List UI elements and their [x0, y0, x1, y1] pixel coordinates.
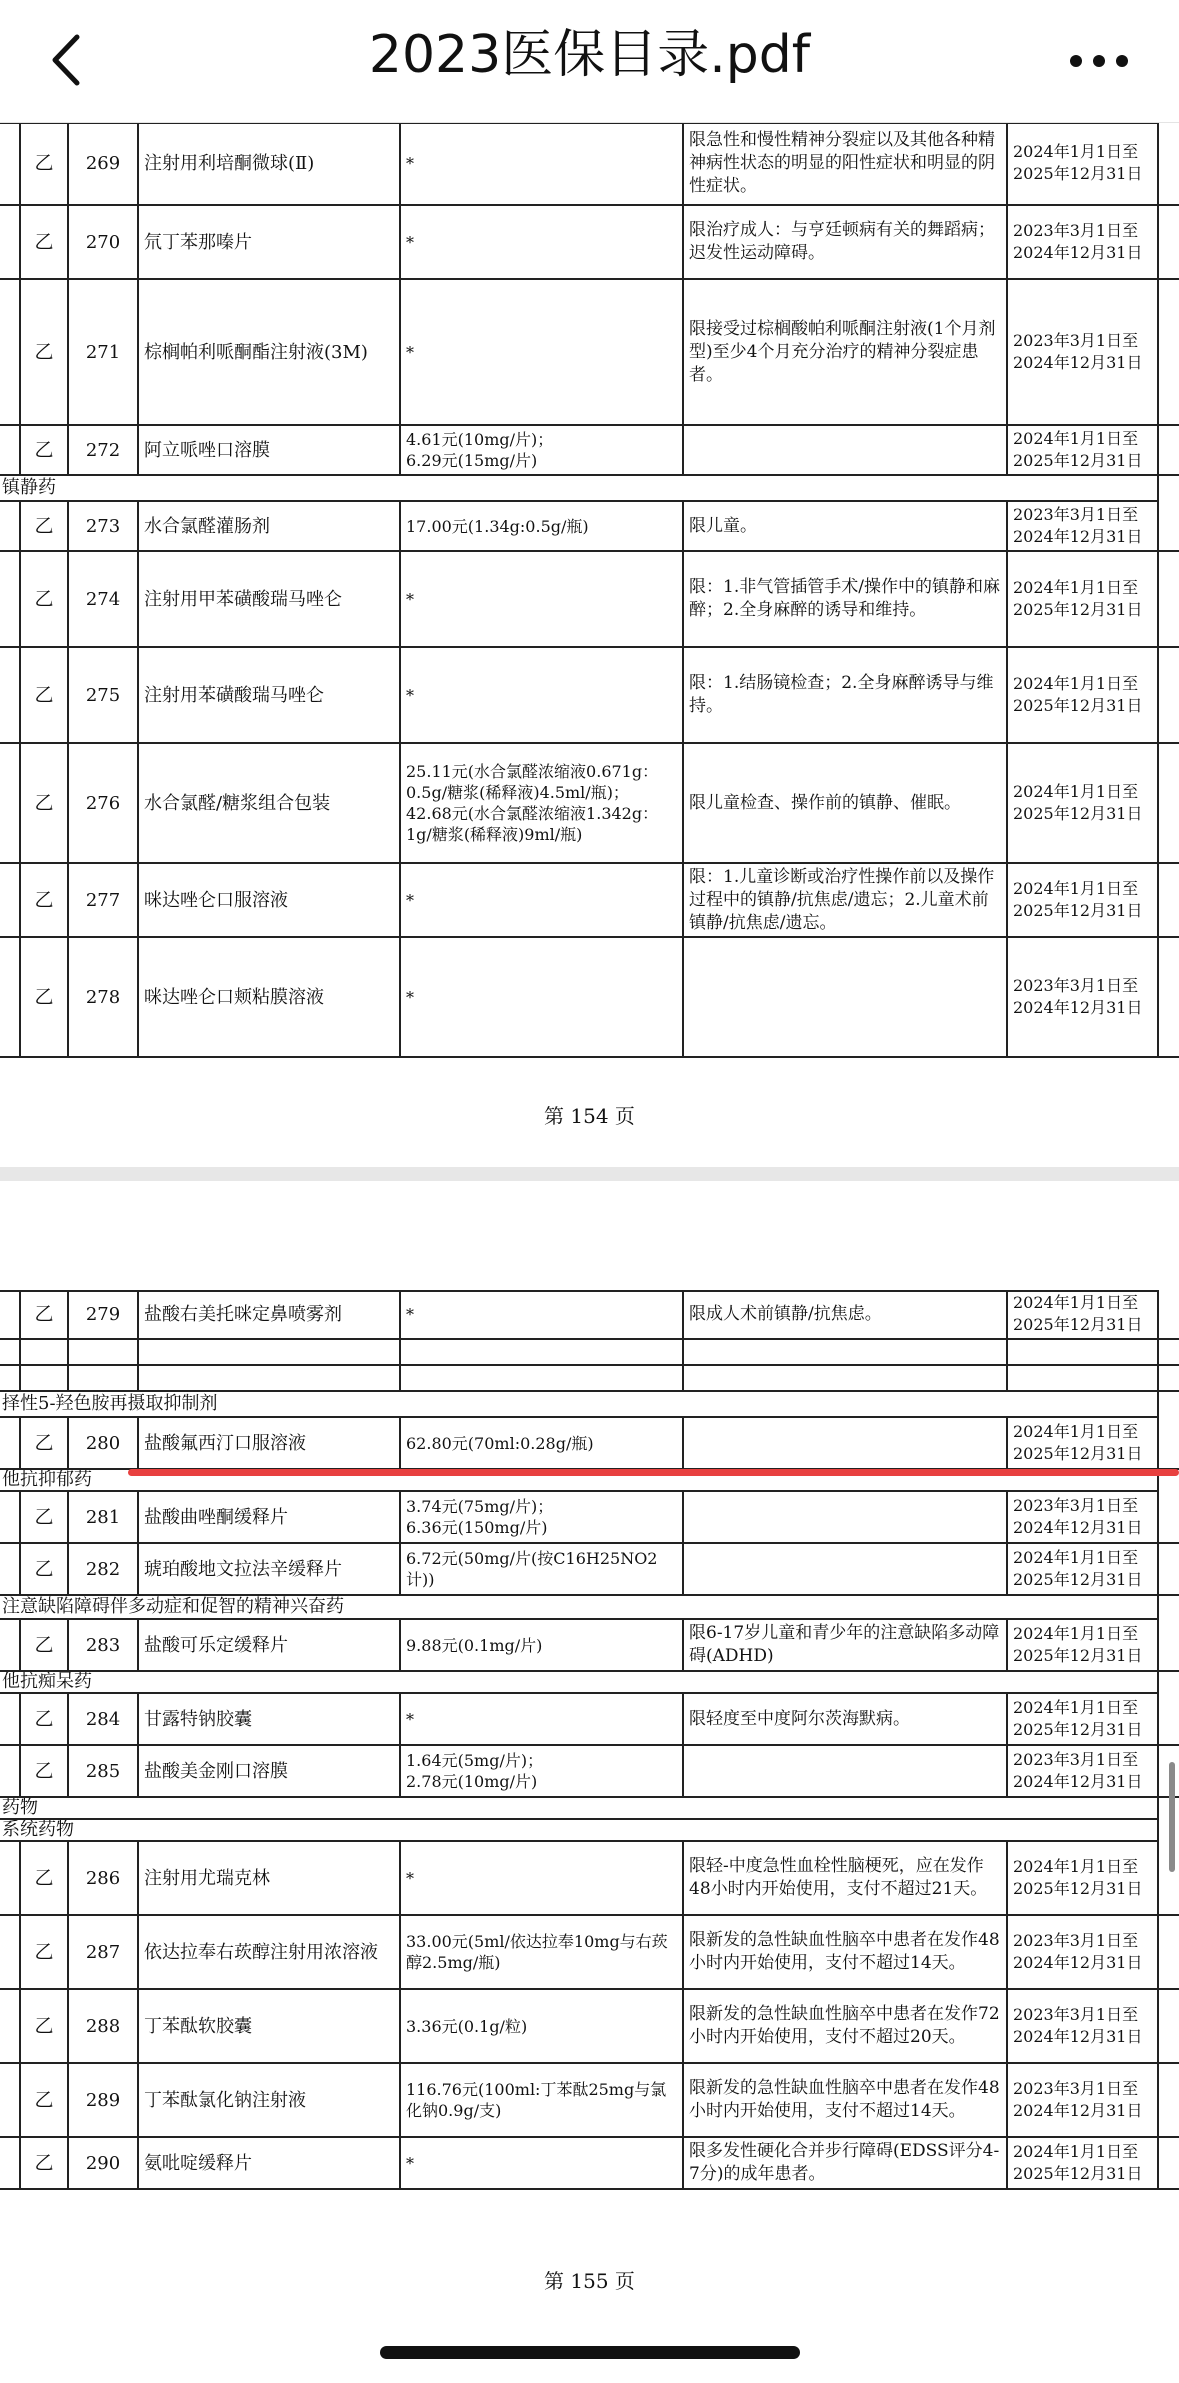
date-cell: 2024年1月1日至 2025年12月31日	[1008, 648, 1159, 744]
price-cell: 6.72元(50mg/片(按C16H25NO2计))	[401, 1544, 684, 1596]
remark-cell: 限：1.儿童诊断或治疗性操作前以及操作过程中的镇静/抗焦虑/遗忘；2.儿童术前镇静/抗焦虑/遗忘。	[684, 864, 1008, 938]
table-row	[0, 864, 1179, 938]
table-row	[0, 502, 1179, 552]
table-row	[0, 1620, 1179, 1672]
tail-cell	[1159, 1544, 1179, 1596]
lead-cell	[0, 1620, 21, 1672]
section-header: 药物	[0, 1798, 1159, 1820]
lead-cell	[0, 1746, 21, 1798]
number-cell: 290	[69, 2138, 139, 2190]
tail-cell	[1159, 502, 1179, 552]
remark-cell	[684, 1340, 1008, 1366]
number-cell: 282	[69, 1544, 139, 1596]
section-header: 镇静药	[0, 476, 1159, 502]
category-cell: 乙	[21, 502, 69, 552]
tail-cell	[1159, 552, 1179, 648]
price-cell: *	[401, 1290, 684, 1340]
tail-cell	[1159, 1340, 1179, 1366]
remark-cell: 限急性和慢性精神分裂症以及其他各种精神病性状态的明显的阳性症状和明显的阴性症状。	[684, 122, 1008, 206]
category-cell: 乙	[21, 1290, 69, 1340]
table-row	[0, 206, 1179, 280]
lead-cell	[0, 938, 21, 1058]
number-cell: 284	[69, 1694, 139, 1746]
table-row	[0, 648, 1179, 744]
date-cell: 2024年1月1日至 2025年12月31日	[1008, 1544, 1159, 1596]
drug-name-cell: 盐酸右美托咪定鼻喷雾剂	[139, 1290, 401, 1340]
drug-name-cell: 棕榈帕利哌酮酯注射液(3M)	[139, 280, 401, 426]
table-row	[0, 1544, 1179, 1596]
number-cell: 275	[69, 648, 139, 744]
table-row	[0, 1290, 1179, 1340]
drug-name-cell: 咪达唑仑口服溶液	[139, 864, 401, 938]
tail-cell	[1159, 206, 1179, 280]
number-cell: 274	[69, 552, 139, 648]
table-row	[0, 2064, 1179, 2138]
section-header: 系统药物	[0, 1820, 1159, 1842]
table-row	[0, 1746, 1179, 1798]
price-cell: 116.76元(100ml:丁苯酞25mg与氯化钠0.9g/支)	[401, 2064, 684, 2138]
number-cell: 271	[69, 280, 139, 426]
number-cell: 270	[69, 206, 139, 280]
price-cell: *	[401, 280, 684, 426]
number-cell: 285	[69, 1746, 139, 1798]
remark-cell: 限儿童。	[684, 502, 1008, 552]
table-row	[0, 122, 1179, 206]
tail-cell	[1159, 938, 1179, 1058]
number-cell: 277	[69, 864, 139, 938]
drug-name-cell: 依达拉奉右莰醇注射用浓溶液	[139, 1916, 401, 1990]
tail-cell	[1159, 122, 1179, 206]
price-cell	[401, 1340, 684, 1366]
page-number: 第 155 页	[544, 2269, 635, 2293]
table-row	[0, 1694, 1179, 1746]
date-cell: 2023年3月1日至 2024年12月31日	[1008, 1916, 1159, 1990]
lead-cell	[0, 1694, 21, 1746]
number-cell: 287	[69, 1916, 139, 1990]
remark-cell	[684, 938, 1008, 1058]
more-button[interactable]	[1063, 36, 1135, 86]
number-cell: 286	[69, 1842, 139, 1916]
price-cell: 3.74元(75mg/片)； 6.36元(150mg/片)	[401, 1492, 684, 1544]
remark-cell: 限治疗成人：与亨廷顿病有关的舞蹈病；迟发性运动障碍。	[684, 206, 1008, 280]
blank-row	[0, 1340, 1179, 1366]
remark-cell: 限新发的急性缺血性脑卒中患者在发作72小时内开始使用，支付不超过20天。	[684, 1990, 1008, 2064]
number-cell: 276	[69, 744, 139, 864]
category-cell: 乙	[21, 864, 69, 938]
price-cell: *	[401, 1842, 684, 1916]
category-cell: 乙	[21, 426, 69, 476]
drug-name-cell	[139, 1340, 401, 1366]
lead-cell	[0, 426, 21, 476]
drug-name-cell: 注射用甲苯磺酸瑞马唑仑	[139, 552, 401, 648]
tail-cell	[1159, 280, 1179, 426]
tail-cell	[1159, 1990, 1179, 2064]
lead-cell	[0, 552, 21, 648]
remark-cell	[684, 1746, 1008, 1798]
category-cell: 乙	[21, 206, 69, 280]
price-cell: *	[401, 864, 684, 938]
drug-name-cell: 氘丁苯那嗪片	[139, 206, 401, 280]
price-cell: 3.36元(0.1g/粒)	[401, 1990, 684, 2064]
tail-cell	[1159, 1418, 1179, 1470]
category-cell: 乙	[21, 1990, 69, 2064]
drug-name-cell: 琥珀酸地文拉法辛缓释片	[139, 1544, 401, 1596]
drug-name-cell	[139, 1366, 401, 1392]
lead-cell	[0, 1842, 21, 1916]
date-cell: 2024年1月1日至 2025年12月31日	[1008, 1418, 1159, 1470]
date-cell: 2024年1月1日至 2025年12月31日	[1008, 122, 1159, 206]
table-row	[0, 552, 1179, 648]
category-cell: 乙	[21, 1916, 69, 1990]
table-row	[0, 938, 1179, 1058]
price-cell	[401, 1366, 684, 1392]
remark-cell: 限接受过棕榈酸帕利哌酮注射液(1个月剂型)至少4个月充分治疗的精神分裂症患者。	[684, 280, 1008, 426]
remark-cell: 限6-17岁儿童和青少年的注意缺陷多动障碍(ADHD)	[684, 1620, 1008, 1672]
price-cell: *	[401, 938, 684, 1058]
tail-cell	[1159, 1916, 1179, 1990]
remark-cell	[684, 1418, 1008, 1470]
remark-cell	[684, 1366, 1008, 1392]
pdf-page-154[interactable]	[0, 122, 1179, 1167]
price-cell: 4.61元(10mg/片)； 6.29元(15mg/片)	[401, 426, 684, 476]
lead-cell	[0, 2138, 21, 2190]
scrollbar-thumb[interactable]	[1169, 1762, 1175, 1872]
lead-cell	[0, 280, 21, 426]
number-cell: 283	[69, 1620, 139, 1672]
tail-cell	[1159, 864, 1179, 938]
remark-cell	[684, 426, 1008, 476]
remark-cell: 限成人术前镇静/抗焦虑。	[684, 1290, 1008, 1340]
number-cell: 279	[69, 1290, 139, 1340]
lead-cell	[0, 1340, 21, 1366]
number-cell: 278	[69, 938, 139, 1058]
date-cell: 2024年1月1日至 2025年12月31日	[1008, 1290, 1159, 1340]
category-cell: 乙	[21, 552, 69, 648]
date-cell: 2024年1月1日至 2025年12月31日	[1008, 552, 1159, 648]
category-cell	[21, 1366, 69, 1392]
section-header: 注意缺陷障碍伴多动症和促智的精神兴奋药	[0, 1596, 1159, 1620]
date-cell: 2024年1月1日至 2025年12月31日	[1008, 426, 1159, 476]
section-header: 他抗痴呆药	[0, 1672, 1159, 1694]
page-number: 第 154 页	[544, 1104, 635, 1128]
lead-cell	[0, 1544, 21, 1596]
lead-cell	[0, 1290, 21, 1340]
table-row	[0, 1916, 1179, 1990]
date-cell: 2023年3月1日至 2024年12月31日	[1008, 1746, 1159, 1798]
remark-cell: 限轻度至中度阿尔茨海默病。	[684, 1694, 1008, 1746]
number-cell: 269	[69, 122, 139, 206]
price-cell: *	[401, 552, 684, 648]
date-cell: 2023年3月1日至 2024年12月31日	[1008, 206, 1159, 280]
date-cell: 2024年1月1日至 2025年12月31日	[1008, 744, 1159, 864]
drug-name-cell: 阿立哌唑口溶膜	[139, 426, 401, 476]
remark-cell: 限新发的急性缺血性脑卒中患者在发作48小时内开始使用，支付不超过14天。	[684, 2064, 1008, 2138]
category-cell: 乙	[21, 1418, 69, 1470]
section-header: 他抗抑郁药	[0, 1470, 1159, 1492]
price-cell: *	[401, 2138, 684, 2190]
tail-cell	[1159, 744, 1179, 864]
highlight-underline	[128, 1469, 1179, 1476]
drug-name-cell: 注射用尤瑞克林	[139, 1842, 401, 1916]
drug-name-cell: 丁苯酞氯化钠注射液	[139, 2064, 401, 2138]
category-cell: 乙	[21, 938, 69, 1058]
table-row	[0, 1418, 1179, 1470]
table-row	[0, 1492, 1179, 1544]
lead-cell	[0, 744, 21, 864]
remark-cell: 限：1.结肠镜检查；2.全身麻醉诱导与维持。	[684, 648, 1008, 744]
price-cell: *	[401, 648, 684, 744]
tail-cell	[1159, 1694, 1179, 1746]
category-cell: 乙	[21, 1492, 69, 1544]
number-cell: 288	[69, 1990, 139, 2064]
number-cell: 280	[69, 1418, 139, 1470]
category-cell: 乙	[21, 1694, 69, 1746]
price-cell: 1.64元(5mg/片)； 2.78元(10mg/片)	[401, 1746, 684, 1798]
category-cell: 乙	[21, 1842, 69, 1916]
category-cell: 乙	[21, 122, 69, 206]
number-cell	[69, 1366, 139, 1392]
date-cell: 2024年1月1日至 2025年12月31日	[1008, 864, 1159, 938]
top-navigation-bar	[0, 0, 1179, 123]
drug-name-cell: 盐酸曲唑酮缓释片	[139, 1492, 401, 1544]
pdf-page-155[interactable]	[0, 1181, 1179, 2383]
tail-cell	[1159, 2064, 1179, 2138]
number-cell: 289	[69, 2064, 139, 2138]
number-cell: 272	[69, 426, 139, 476]
category-cell: 乙	[21, 744, 69, 864]
more-horizontal-icon	[1069, 54, 1129, 68]
remark-cell	[684, 1544, 1008, 1596]
tail-cell	[1159, 1290, 1179, 1340]
number-cell	[69, 1340, 139, 1366]
drug-name-cell: 注射用苯磺酸瑞马唑仑	[139, 648, 401, 744]
table-row	[0, 426, 1179, 476]
drug-name-cell: 咪达唑仑口颊粘膜溶液	[139, 938, 401, 1058]
section-header: 择性5-羟色胺再摄取抑制剂	[0, 1392, 1159, 1418]
category-cell: 乙	[21, 648, 69, 744]
date-cell: 2024年1月1日至 2025年12月31日	[1008, 1620, 1159, 1672]
date-cell: 2023年3月1日至 2024年12月31日	[1008, 938, 1159, 1058]
price-cell: *	[401, 122, 684, 206]
drug-name-cell: 丁苯酞软胶囊	[139, 1990, 401, 2064]
remark-cell: 限：1.非气管插管手术/操作中的镇静和麻醉；2.全身麻醉的诱导和维持。	[684, 552, 1008, 648]
price-cell: *	[401, 1694, 684, 1746]
date-cell: 2023年3月1日至 2024年12月31日	[1008, 1990, 1159, 2064]
drug-name-cell: 盐酸美金刚口溶膜	[139, 1746, 401, 1798]
blank-row	[0, 1366, 1179, 1392]
category-cell: 乙	[21, 2138, 69, 2190]
table-row	[0, 2138, 1179, 2190]
document-title: 2023医保目录.pdf	[368, 25, 811, 85]
tail-cell	[1159, 426, 1179, 476]
lead-cell	[0, 122, 21, 206]
date-cell	[1008, 1366, 1159, 1392]
lead-cell	[0, 2064, 21, 2138]
table-row	[0, 744, 1179, 864]
date-cell: 2024年1月1日至 2025年12月31日	[1008, 1694, 1159, 1746]
date-cell: 2023年3月1日至 2024年12月31日	[1008, 280, 1159, 426]
remark-cell: 限轻-中度急性血栓性脑梗死，应在发作48小时内开始使用，支付不超过21天。	[684, 1842, 1008, 1916]
table-row	[0, 1842, 1179, 1916]
lead-cell	[0, 1492, 21, 1544]
lead-cell	[0, 1990, 21, 2064]
drug-name-cell: 盐酸可乐定缓释片	[139, 1620, 401, 1672]
number-cell: 281	[69, 1492, 139, 1544]
category-cell	[21, 1340, 69, 1366]
lead-cell	[0, 864, 21, 938]
category-cell: 乙	[21, 280, 69, 426]
date-cell	[1008, 1340, 1159, 1366]
price-cell: 62.80元(70ml:0.28g/瓶)	[401, 1418, 684, 1470]
date-cell: 2023年3月1日至 2024年12月31日	[1008, 1492, 1159, 1544]
lead-cell	[0, 1418, 21, 1470]
category-cell: 乙	[21, 1620, 69, 1672]
lead-cell	[0, 206, 21, 280]
lead-cell	[0, 1916, 21, 1990]
tail-cell	[1159, 1366, 1179, 1392]
price-cell: 33.00元(5ml/依达拉奉10mg与右莰醇2.5mg/瓶)	[401, 1916, 684, 1990]
category-cell: 乙	[21, 1746, 69, 1798]
lead-cell	[0, 648, 21, 744]
table-row	[0, 1990, 1179, 2064]
drug-name-cell: 注射用利培酮微球(Ⅱ)	[139, 122, 401, 206]
number-cell: 273	[69, 502, 139, 552]
table-row	[0, 280, 1179, 426]
date-cell: 2024年1月1日至 2025年12月31日	[1008, 1842, 1159, 1916]
category-cell: 乙	[21, 2064, 69, 2138]
drug-name-cell: 甘露特钠胶囊	[139, 1694, 401, 1746]
home-indicator[interactable]	[380, 2346, 800, 2359]
remark-cell: 限新发的急性缺血性脑卒中患者在发作48小时内开始使用，支付不超过14天。	[684, 1916, 1008, 1990]
drug-name-cell: 水合氯醛/糖浆组合包装	[139, 744, 401, 864]
lead-cell	[0, 502, 21, 552]
date-cell: 2023年3月1日至 2024年12月31日	[1008, 2064, 1159, 2138]
drug-name-cell: 水合氯醛灌肠剂	[139, 502, 401, 552]
price-cell: 17.00元(1.34g:0.5g/瓶)	[401, 502, 684, 552]
remark-cell: 限多发性硬化合并步行障碍(EDSS评分4-7分)的成年患者。	[684, 2138, 1008, 2190]
drug-name-cell: 氨吡啶缓释片	[139, 2138, 401, 2190]
remark-cell	[684, 1492, 1008, 1544]
page-separator	[0, 1167, 1179, 1181]
lead-cell	[0, 1366, 21, 1392]
price-cell: *	[401, 206, 684, 280]
date-cell: 2023年3月1日至 2024年12月31日	[1008, 502, 1159, 552]
tail-cell	[1159, 1620, 1179, 1672]
category-cell: 乙	[21, 1544, 69, 1596]
price-cell: 25.11元(水合氯醛浓缩液0.671g：0.5g/糖浆(稀释液)4.5ml/瓶)； 42.68元(水合氯醛浓缩液1.342g：1g/糖浆(稀释液)9ml/瓶)	[401, 744, 684, 864]
drug-name-cell: 盐酸氟西汀口服溶液	[139, 1418, 401, 1470]
date-cell: 2024年1月1日至 2025年12月31日	[1008, 2138, 1159, 2190]
tail-cell	[1159, 648, 1179, 744]
price-cell: 9.88元(0.1mg/片)	[401, 1620, 684, 1672]
tail-cell	[1159, 2138, 1179, 2190]
tail-cell	[1159, 1492, 1179, 1544]
remark-cell: 限儿童检查、操作前的镇静、催眠。	[684, 744, 1008, 864]
